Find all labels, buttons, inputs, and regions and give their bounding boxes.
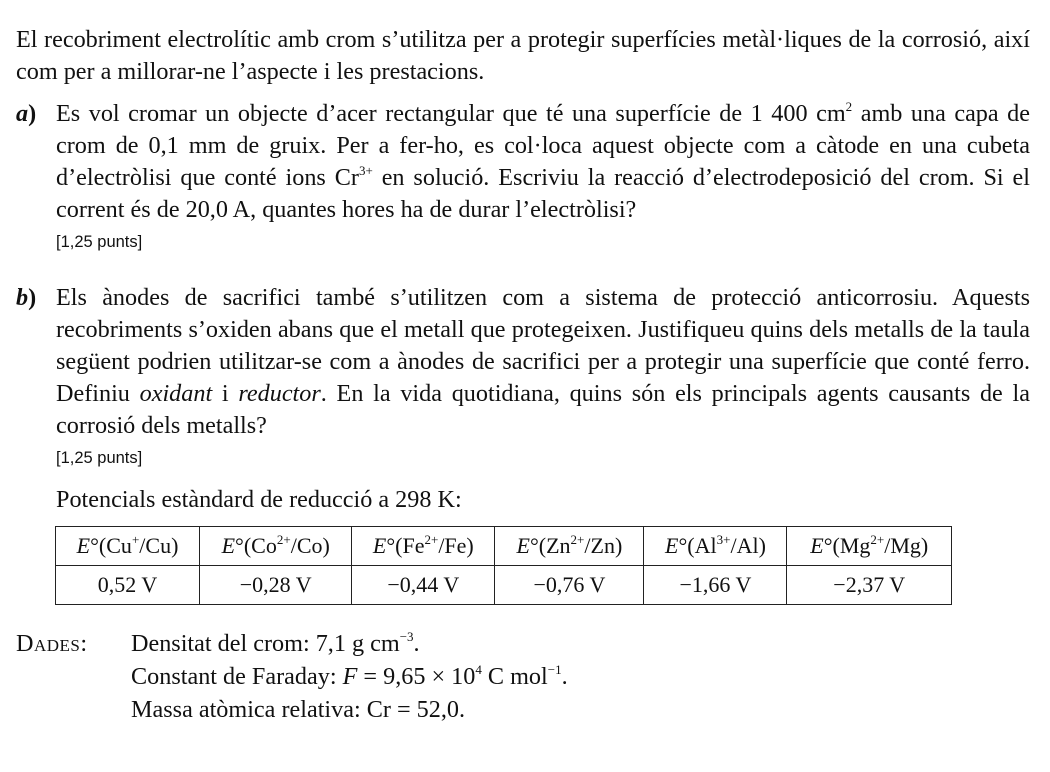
data-density: Densitat del crom: 7,1 g $cm^{-3}$.: [131, 628, 420, 657]
question-a-label: a): [16, 100, 37, 127]
table-value-cell: −0,76 V: [495, 566, 644, 605]
table-header-cell: $E^\circ(Fe^{2+}/Fe)$: [352, 527, 495, 566]
table-title: Potencials estàndard de reducció a 298 K:: [56, 486, 462, 513]
table-header-cell: $E^\circ(Mg^{2+}/Mg)$: [787, 527, 952, 566]
document-page: [16, 24, 1030, 726]
question-a-text: Es vol cromar un objecte d’acer rectangular que té una superfície de 1 400 $cm^2$ amb una capa de crom de 0,1 mm de gruix. Per a fer-ho, es col·loca aquest objecte com a càtode en una cubeta d’electròlisi que conté ions $Cr^{3+}$ en solució. Escriviu la reacció d’electrodeposició del crom. Si el corrent és de 20,0 A, quantes hores ha de durar l’electròlisi?: [56, 98, 1031, 223]
question-b-label: b): [16, 284, 37, 311]
table-value-cell: −0,44 V: [352, 566, 495, 605]
table-value-cell: −2,37 V: [787, 566, 952, 605]
question-a-points: [1,25 punts]: [56, 233, 143, 251]
table-value-cell: −1,66 V: [644, 566, 787, 605]
intro-paragraph: El recobriment electrolític amb crom s’utilitza per a protegir superfícies metàl·liques de la corrosió, així com per a millorar-ne l’aspecte i les prestacions.: [16, 26, 1030, 85]
question-b-points: [1,25 punts]: [56, 449, 143, 467]
table-header-cell: E°(Cu+/Cu): [56, 527, 200, 566]
data-label: Dades:: [16, 630, 88, 657]
data-faraday: Constant de Faraday: $F = 9,65 \times 10^4$ C mol$^{-1}$.: [131, 661, 568, 690]
data-atomic-mass: Massa atòmica relativa: Cr = 52,0.: [131, 696, 466, 723]
table-value-cell: −0,28 V: [200, 566, 352, 605]
table-value-cell: 0,52 V: [56, 566, 200, 605]
table-value-row: [56, 566, 952, 605]
question-b: [16, 282, 1030, 468]
table-header-row: [56, 527, 952, 566]
table-header-cell: $E^\circ(Zn^{2+}/Zn)$: [495, 527, 644, 566]
question-b-text: Els ànodes de sacrifici també s’utilitzen com a sistema de protecció anticorrosiu. Aquests recobriments s’oxiden abans que el metall que protegeixen. Justifiqueu quins dels metalls de la taula següent podrien utilitzar-se com a ànodes de sacrifici per a protegir una superfície que conté ferro. Definiu oxidant i reductor. En la vida quotidiana, quins són els principals agents causants de la corrosió dels metalls?: [56, 284, 1030, 439]
potentials-table: [55, 526, 952, 605]
table-header-cell: $E^\circ(Al^{3+}/Al)$: [644, 527, 787, 566]
question-a: [16, 98, 1030, 252]
data-section: [16, 627, 1030, 726]
table-header-cell: $E^\circ(Co^{2+}/Co)$: [200, 527, 352, 566]
